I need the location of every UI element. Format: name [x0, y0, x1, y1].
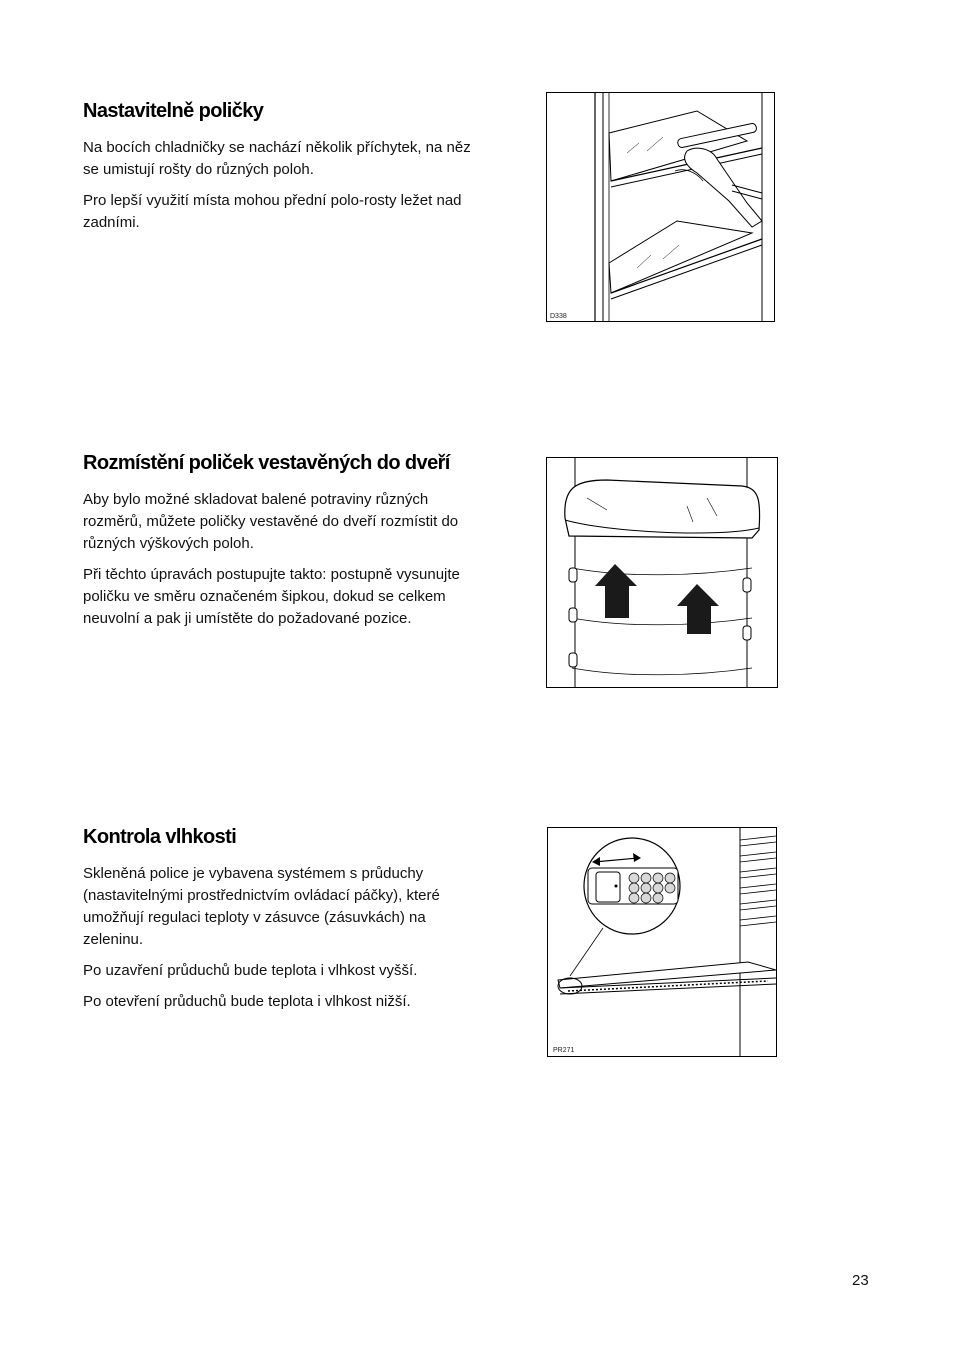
figure-code: PR271 — [553, 1047, 575, 1054]
section-heading: Kontrola vlhkosti — [83, 826, 237, 848]
paragraph: Pro lepší využití místa mohou přední polo-rosty ležet nad zadními. — [83, 192, 462, 231]
humidity-vent-illustration — [547, 827, 777, 1057]
page-number: 23 — [852, 1272, 869, 1289]
paragraph: Na bocích chladničky se nachází několik příchytek, na něz se umistují rošty do různých poloh. — [83, 139, 471, 178]
adjustable-shelves-illustration — [546, 92, 775, 322]
door-shelf-drawing — [547, 458, 777, 687]
shelves-drawing — [547, 93, 774, 321]
figure-code: D338 — [550, 313, 567, 320]
paragraph: Aby bylo možné skladovat balené potraviny různých rozměrů, můžete poličky vestavěné do dveří rozmístit do různých výškových poloh. — [83, 491, 459, 552]
section-adjustable-shelves — [83, 100, 473, 243]
section-heading: Rozmístění poliček vestavěných do dveří — [83, 452, 450, 474]
section-humidity-control — [83, 826, 473, 1022]
paragraph: Při těchto úpravách postupujte takto: postupně vysunujte poličku ve směru označeném šipkou, dokud se celkem neuvolní a pak ji umístěte do požadované pozice. — [83, 566, 460, 627]
paragraph: Po otevření průduchů bude teplota i vlhkost nižší. — [83, 993, 411, 1010]
up-arrow-icon — [677, 584, 719, 634]
humidity-drawing — [548, 828, 776, 1056]
section-door-shelves — [83, 452, 473, 639]
paragraph: Po uzavření průduchů bude teplota i vlhkost vyšší. — [83, 962, 418, 979]
door-shelf-arrows-illustration — [546, 457, 778, 688]
section-heading: Nastavitelně poličky — [83, 100, 264, 122]
paragraph: Skleněná police je vybavena systémem s průduchy (nastavitelnými prostřednictvím ovládací páčky), které umožňují regulaci teploty v zásuvce (zásuvkách) na zeleninu. — [83, 865, 440, 948]
